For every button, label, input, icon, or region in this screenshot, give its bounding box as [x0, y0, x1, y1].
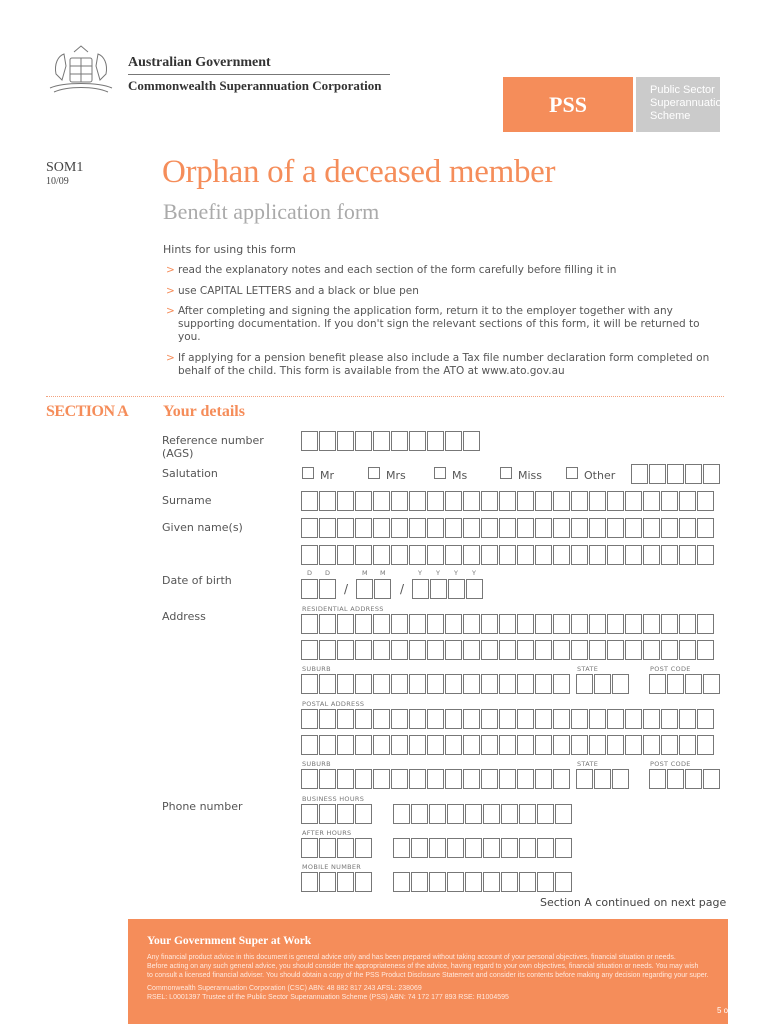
dob-hint-y: Y: [472, 569, 477, 577]
footer-heading: Your Government Super at Work: [147, 935, 312, 947]
after-hours-area-code-field[interactable]: [301, 838, 373, 858]
scheme-line-3: Scheme: [650, 110, 691, 122]
dob-day-field[interactable]: [301, 579, 337, 599]
government-name: Australian Government: [128, 55, 271, 70]
residential-postcode-field[interactable]: [649, 674, 721, 694]
chevron-right-icon: >: [166, 305, 175, 317]
chevron-right-icon: >: [166, 264, 175, 276]
coat-of-arms-logo: [44, 44, 118, 96]
dob-hint-d: D: [307, 569, 313, 577]
postcode-caption: POST CODE: [650, 665, 691, 673]
after-hours-phone-field[interactable]: [393, 838, 573, 858]
footer-disclaimer-line: Before acting on any such general advice, you should consider the appropriateness of the advice, having regard to your own objectives, financial situation or needs. You may wish: [147, 963, 699, 970]
mrs-label: Mrs: [386, 469, 406, 482]
hint-item: > After completing and signing the application form, return it to the employer together with any supporting documentation. If you don't sign the relevant sections of this form, it will be returned to you.: [166, 305, 700, 343]
postal-suburb-field[interactable]: [301, 769, 571, 789]
form-subtitle: Benefit application form: [163, 199, 380, 224]
dob-year-field[interactable]: [412, 579, 484, 599]
postal-address-line-2[interactable]: [301, 735, 715, 755]
surname-field[interactable]: [301, 491, 715, 511]
dob-hint-m: M: [380, 569, 386, 577]
footer-rsel-line: RSEL: L0001397 Trustee of the Public Sector Superannuation Scheme (PSS) ABN: 74 172 177 893 RSE: R1004595: [147, 994, 509, 1001]
other-salutation-field[interactable]: [631, 464, 721, 484]
dob-hint-m: M: [362, 569, 368, 577]
footer-abn-line: Commonwealth Superannuation Corporation (CSC) ABN: 48 882 817 243 AFSL: 238069: [147, 985, 422, 992]
after-hours-caption: AFTER HOURS: [302, 829, 352, 837]
reference-number-field[interactable]: [301, 431, 481, 451]
section-title: Your details: [163, 403, 245, 420]
postal-postcode-field[interactable]: [649, 769, 721, 789]
page-number: 5 of 13: [717, 1006, 742, 1015]
footer-disclaimer-line: to consult a licensed financial adviser. You should obtain a copy of the PSS Product Disclosure Statement and consider its contents before making any decision regarding your super.: [147, 972, 709, 979]
form-code: SOM1: [46, 160, 84, 175]
phone-number-label: Phone number: [162, 800, 243, 813]
chevron-right-icon: >: [166, 352, 175, 364]
reference-number-label: Reference number (AGS): [162, 434, 264, 460]
salutation-label: Salutation: [162, 467, 218, 480]
pss-badge: [503, 77, 633, 132]
mr-checkbox[interactable]: [302, 467, 314, 479]
address-label: Address: [162, 610, 206, 623]
dob-separator: /: [344, 582, 349, 596]
dob-hint-y: Y: [436, 569, 441, 577]
postal-address-caption: POSTAL ADDRESS: [302, 700, 365, 708]
miss-label: Miss: [518, 469, 543, 482]
scheme-name-panel: [636, 77, 728, 132]
given-names-field-line-1[interactable]: [301, 518, 715, 538]
ms-checkbox[interactable]: [434, 467, 446, 479]
scheme-line-2: Superannuation: [650, 97, 728, 109]
given-names-field-line-2[interactable]: [301, 545, 715, 565]
dob-hint-d: D: [325, 569, 331, 577]
mr-label: Mr: [320, 469, 335, 482]
dob-separator: /: [400, 582, 405, 596]
residential-suburb-field[interactable]: [301, 674, 571, 694]
form-title: Orphan of a deceased member: [162, 154, 556, 190]
hint-item: > If applying for a pension benefit please also include a Tax file number declaration form completed on behalf of the child. This form is available from the ATO at www.ato.gov.au: [166, 352, 710, 377]
residential-address-line-2[interactable]: [301, 640, 715, 660]
other-checkbox[interactable]: [566, 467, 578, 479]
mobile-number-caption: MOBILE NUMBER: [302, 863, 362, 871]
section-divider: [46, 396, 724, 397]
chevron-right-icon: >: [166, 285, 175, 297]
given-names-label: Given name(s): [162, 521, 243, 534]
section-label: SECTION A: [46, 403, 129, 420]
state-caption: STATE: [577, 665, 599, 673]
header-divider: [128, 74, 390, 75]
business-hours-caption: BUSINESS HOURS: [302, 795, 365, 803]
residential-address-caption: RESIDENTIAL ADDRESS: [302, 605, 384, 613]
organisation-name: Commonwealth Superannuation Corporation: [128, 78, 382, 93]
scheme-line-1: Public Sector: [650, 84, 715, 96]
form-date: 10/09: [46, 176, 69, 187]
ms-label: Ms: [452, 469, 468, 482]
state-caption: STATE: [577, 760, 599, 768]
mobile-prefix-field[interactable]: [301, 872, 373, 892]
mobile-number-field[interactable]: [393, 872, 573, 892]
other-label: Other: [584, 469, 616, 482]
footer-disclaimer-line: Any financial product advice in this document is general advice only and has been prepared without taking account of your personal objectives, financial situation or needs.: [147, 954, 676, 961]
dob-label: Date of birth: [162, 574, 232, 587]
dob-month-field[interactable]: [356, 579, 392, 599]
postal-address-line-1[interactable]: [301, 709, 715, 729]
suburb-caption: SUBURB: [302, 760, 331, 768]
suburb-caption: SUBURB: [302, 665, 331, 673]
pss-badge-text: PSS: [549, 92, 587, 117]
dob-hint-y: Y: [454, 569, 459, 577]
surname-label: Surname: [162, 494, 212, 507]
residential-state-field[interactable]: [576, 674, 630, 694]
hint-item: > use CAPITAL LETTERS and a black or blue pen: [166, 285, 419, 297]
hints-title: Hints for using this form: [163, 243, 296, 256]
postcode-caption: POST CODE: [650, 760, 691, 768]
hint-item: > read the explanatory notes and each section of the form carefully before filling it in: [166, 264, 617, 276]
dob-hint-y: Y: [418, 569, 423, 577]
postal-state-field[interactable]: [576, 769, 630, 789]
business-area-code-field[interactable]: [301, 804, 373, 824]
residential-address-line-1[interactable]: [301, 614, 715, 634]
miss-checkbox[interactable]: [500, 467, 512, 479]
mrs-checkbox[interactable]: [368, 467, 380, 479]
business-phone-field[interactable]: [393, 804, 573, 824]
continued-note: Section A continued on next page: [540, 896, 727, 909]
